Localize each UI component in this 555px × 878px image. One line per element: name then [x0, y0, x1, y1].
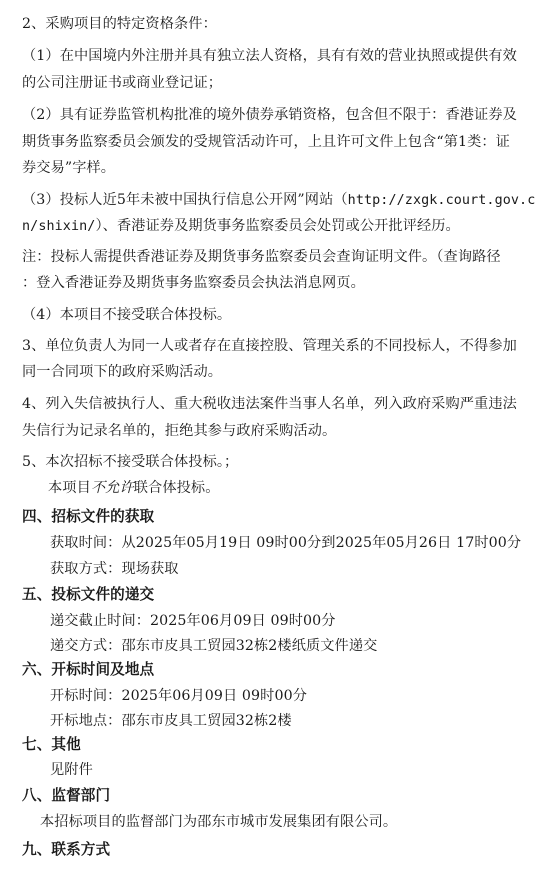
acquisition-time: 获取时间：从2025年05月19日 09时00分到2025年05月26日 17时00分 [50, 535, 522, 551]
condition-3-text: （3）投标人近5年未被中国执行信息公开网”网站（ [22, 192, 348, 208]
note-line-1: 注：投标人需提供香港证券及期货事务监察委员会查询证明文件。（查询路径 [22, 249, 501, 265]
section-4-line-1: 4、列入失信被执行人、重大税收违法案件当事人名单，列入政府采购严重违法 [22, 396, 517, 412]
condition-4: （4）本项目不接受联合体投标。 [22, 307, 232, 323]
condition-1-line-1: （1）在中国境内外注册并具有独立法人资格，具有有效的营业执照或提供有效 [22, 48, 517, 64]
section-4-line-2: 失信行为记录名单的，拒绝其参与政府采购活动。 [22, 423, 337, 439]
opening-time: 开标时间：2025年06月09日 09时00分 [50, 688, 308, 704]
section-5-note [48, 478, 219, 498]
condition-3-text-2: ）、香港证券及期货事务监察委员会处罚或公开批评经历。 [95, 218, 460, 234]
acquisition-method: 获取方式：现场获取 [50, 561, 179, 577]
heading-6: 六、开标时间及地点 [22, 661, 155, 678]
condition-3-url-part-2: n/shixin/ [22, 219, 96, 234]
note-line-2: ：登入香港证券及期货事务监察委员会执法消息网页。 [22, 275, 365, 291]
heading-7: 七、其他 [22, 736, 81, 753]
submission-deadline: 递交截止时间：2025年06月09日 09时00分 [50, 613, 336, 629]
section-5: 5、本次招标不接受联合体投标。； [22, 454, 239, 470]
condition-2-line-1: （2）具有证券监管机构批准的境外债券承销资格，包含但不限于：香港证券及 [22, 107, 517, 123]
condition-2-line-2: 期货事务监察委员会颁发的受规管活动许可，上且许可文件上包含“第1类：证 [22, 134, 510, 150]
section-3-line-1: 3、单位负责人为同一人或者存在直接控股、管理关系的不同投标人，不得参加 [22, 338, 517, 354]
section-2-title: 2、采购项目的特定资格条件： [22, 16, 217, 32]
section-5-note-post: 联合体投标。 [133, 480, 220, 496]
condition-3-line-2 [22, 216, 460, 237]
heading-4: 四、招标文件的获取 [22, 508, 155, 525]
other-body: 见附件 [50, 762, 93, 778]
heading-8: 八、监督部门 [22, 787, 111, 804]
condition-1-line-2: 的公司注册证书或商业登记证； [22, 75, 223, 91]
supervision-body: 本招标项目的监督部门为邵东市城市发展集团有限公司。 [40, 814, 398, 830]
opening-place: 开标地点：邵东市皮具工贸园32栋2楼 [50, 713, 292, 729]
condition-3-url-part-1: http://zxgk.court.gov.c [347, 193, 536, 208]
submission-method: 递交方式：邵东市皮具工贸园32栋2楼纸质文件递交 [50, 638, 378, 654]
heading-5: 五、投标文件的递交 [22, 586, 155, 603]
heading-9: 九、联系方式 [22, 841, 111, 858]
condition-2-line-3: 券交易”字样。 [22, 160, 116, 176]
condition-3-line-1 [22, 190, 535, 211]
section-5-note-pre: 本项目 [48, 480, 91, 496]
section-5-note-italic: 不允许 [90, 480, 134, 496]
section-3-line-2: 同一合同项下的政府采购活动。 [22, 364, 223, 380]
